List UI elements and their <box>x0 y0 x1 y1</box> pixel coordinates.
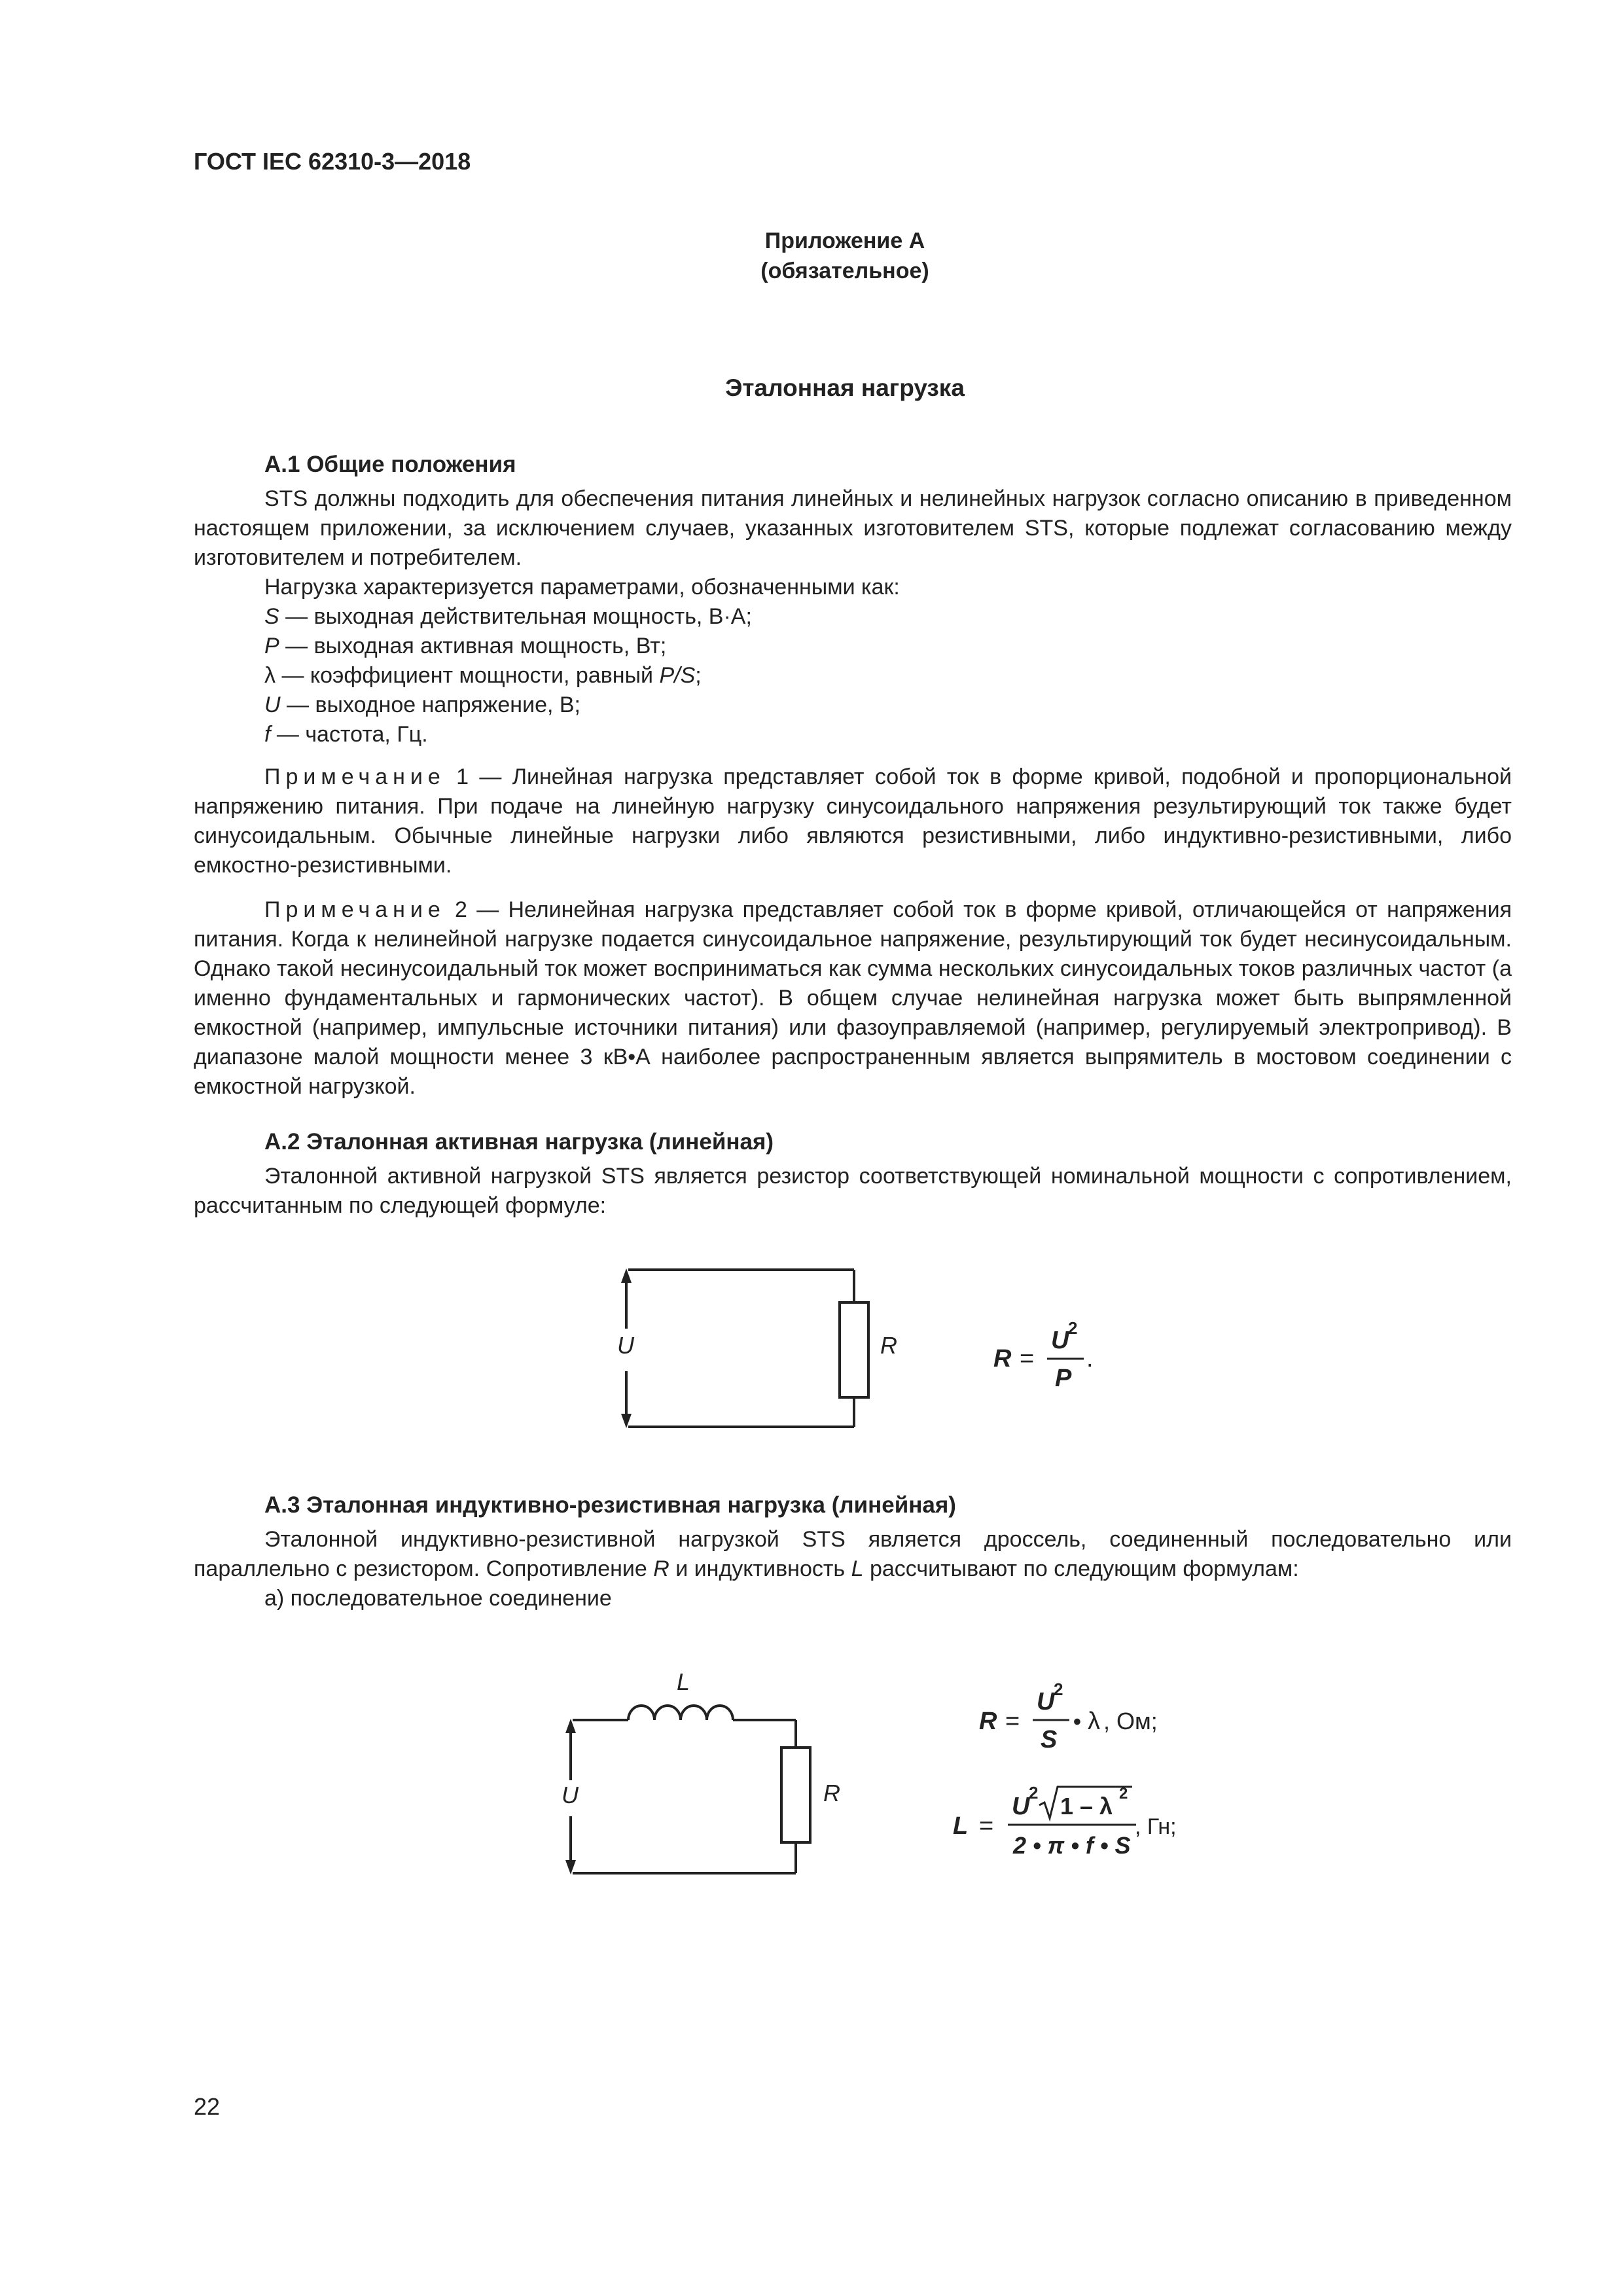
circuit-label-u: U <box>562 1782 579 1808</box>
circuit-label-u: U <box>617 1332 634 1359</box>
resistive-load-diagram <box>589 1257 1126 1440</box>
formula-eq: = <box>979 1812 994 1840</box>
a3-symbol-r: R <box>653 1556 669 1581</box>
a3-text-2: и индуктивность <box>669 1556 851 1581</box>
page-number: 22 <box>194 2093 221 2120</box>
formula-num-u: U <box>1012 1793 1030 1820</box>
circuit-label-l: L <box>677 1668 690 1695</box>
formula-exp: 2 <box>1029 1783 1039 1803</box>
a3-symbol-l: L <box>851 1556 864 1581</box>
formula-unit: , Гн; <box>1135 1814 1177 1839</box>
formula-mul: • <box>1073 1710 1081 1734</box>
formula-lhs: R <box>979 1708 997 1735</box>
formula-r-series <box>979 1679 1158 1753</box>
formula-den: S <box>1041 1726 1058 1753</box>
formula-lambda: λ <box>1088 1708 1100 1735</box>
param-symbol: f <box>264 722 271 747</box>
param-desc: — коэффициент мощности, равный <box>276 663 660 688</box>
param-desc: — выходное напряжение, В; <box>280 692 580 717</box>
note-1-text: 1 — Линейная нагрузка представляет собой ток в форме кривой, подобной и пропорциональной напряжению питания. При подаче на линейную нагрузку синусоидального напряжения результирующий ток также будет синусоидальным. Обычные линейные нагрузки либо являются резистивными, либо индуктивно-резистивными, либо емкостно-резистивными. <box>194 764 1512 878</box>
param-desc: — выходная активная мощность, Вт; <box>279 634 667 658</box>
formula-end: . <box>1086 1345 1094 1372</box>
item-a-series-connection: а) последовательное соединение <box>264 1586 612 1611</box>
section-a1-paragraph-2: Нагрузка характеризуется параметрами, обозначенными как: <box>264 575 900 600</box>
inductor-coil <box>628 1706 733 1720</box>
section-a3-title: А.3 Эталонная индуктивно-резистивная нагрузка (линейная) <box>264 1492 956 1518</box>
param-item-s <box>264 602 752 632</box>
param-item-lambda <box>264 661 702 691</box>
formula-root-exp: 2 <box>1119 1785 1128 1803</box>
circuit-label-r: R <box>823 1780 840 1806</box>
formula-den: P <box>1055 1365 1072 1392</box>
section-a1-title: А.1 Общие положения <box>264 452 516 477</box>
formula-exp: 2 <box>1054 1679 1063 1699</box>
param-symbol: U <box>264 692 281 717</box>
formula-r-equals-u2-over-p <box>993 1318 1094 1392</box>
formula-root-body: 1 – λ <box>1060 1793 1113 1820</box>
param-desc: — частота, Гц. <box>270 722 428 747</box>
note-2 <box>194 895 1512 1102</box>
param-item-f <box>264 720 428 749</box>
param-symbol: λ <box>264 663 276 688</box>
note-2-label: Примечание <box>264 897 446 922</box>
param-end: ; <box>695 663 702 688</box>
param-desc: — выходная действительная мощность, В·А; <box>279 604 752 629</box>
standard-number-header: ГОСТ IEC 62310-3—2018 <box>194 148 471 175</box>
a3-text-1: Эталонной индуктивно-резистивной нагрузкой STS является дроссель, соединенный последовательно или параллельно с резистором. Сопротивление <box>194 1527 1512 1581</box>
formula-unit: , Ом; <box>1103 1708 1158 1734</box>
formula-num: U <box>1051 1327 1069 1354</box>
section-a2-paragraph: Эталонной активной нагрузкой STS является резистор соответствующей номинальной мощности с сопротивлением, рассчитанным по следующей формуле: <box>194 1164 1512 1218</box>
note-2-text: 2 — Нелинейная нагрузка представляет собой ток в форме кривой, отличающейся от напряжения питания. Когда к нелинейной нагрузке подается синусоидальное напряжение, результирующий ток будет несинусоидальным. Однако такой несинусоидальный ток может восприниматься как сумма нескольких синусоидальных токов различных частот (а именно фундаментальных и гармонических частот). В общем случае нелинейная нагрузка может быть выпрямленной емкостной (например, импульсные источники питания) или фазоуправляемой (например, регулируемый электропривод). В диапазоне малой мощности менее 3 кВ•А наиболее распространенным является выпрямитель в мостовом соединении с емкостной нагрузкой. <box>194 897 1512 1099</box>
formula-den: 2 • π • f • S <box>1013 1832 1131 1859</box>
formula-l-series <box>953 1783 1177 1859</box>
formula-eq: = <box>1005 1708 1020 1735</box>
note-1-label: Примечание <box>264 764 446 789</box>
appendix-heading <box>194 226 1496 286</box>
formula-num: U <box>1037 1688 1055 1715</box>
formula-exp: 2 <box>1068 1318 1078 1338</box>
formula-eq: = <box>1020 1345 1035 1372</box>
param-symbol: S <box>264 604 279 629</box>
param-symbol: P <box>264 634 279 658</box>
param-item-u <box>264 691 580 720</box>
a3-text-3: рассчитывают по следующим формулам: <box>863 1556 1299 1581</box>
appendix-title: Эталонная нагрузка <box>725 374 965 401</box>
formula-lhs: L <box>953 1812 969 1840</box>
resistor-symbol <box>840 1302 868 1397</box>
inductive-resistive-load-diagram <box>543 1662 1224 1885</box>
section-a1-paragraph-1: STS должны подходить для обеспечения питания линейных и нелинейных нагрузок согласно описанию в приведенном настоящем приложении, за исключением случаев, указанных изготовителем STS, которые подлежат согласованию между изготовителем и потребителем. <box>194 486 1512 570</box>
section-a2-title: А.2 Эталонная активная нагрузка (линейная) <box>264 1129 774 1155</box>
section-a3-paragraph <box>194 1525 1512 1584</box>
circuit-label-r: R <box>880 1332 897 1359</box>
note-1 <box>194 762 1512 880</box>
formula-lhs: R <box>993 1345 1012 1372</box>
param-item-p <box>264 632 666 661</box>
resistor-symbol <box>781 1748 810 1842</box>
appendix-status: (обязательное) <box>760 259 929 283</box>
appendix-label: Приложение А <box>764 228 925 253</box>
param-ratio: P/S <box>659 663 696 688</box>
